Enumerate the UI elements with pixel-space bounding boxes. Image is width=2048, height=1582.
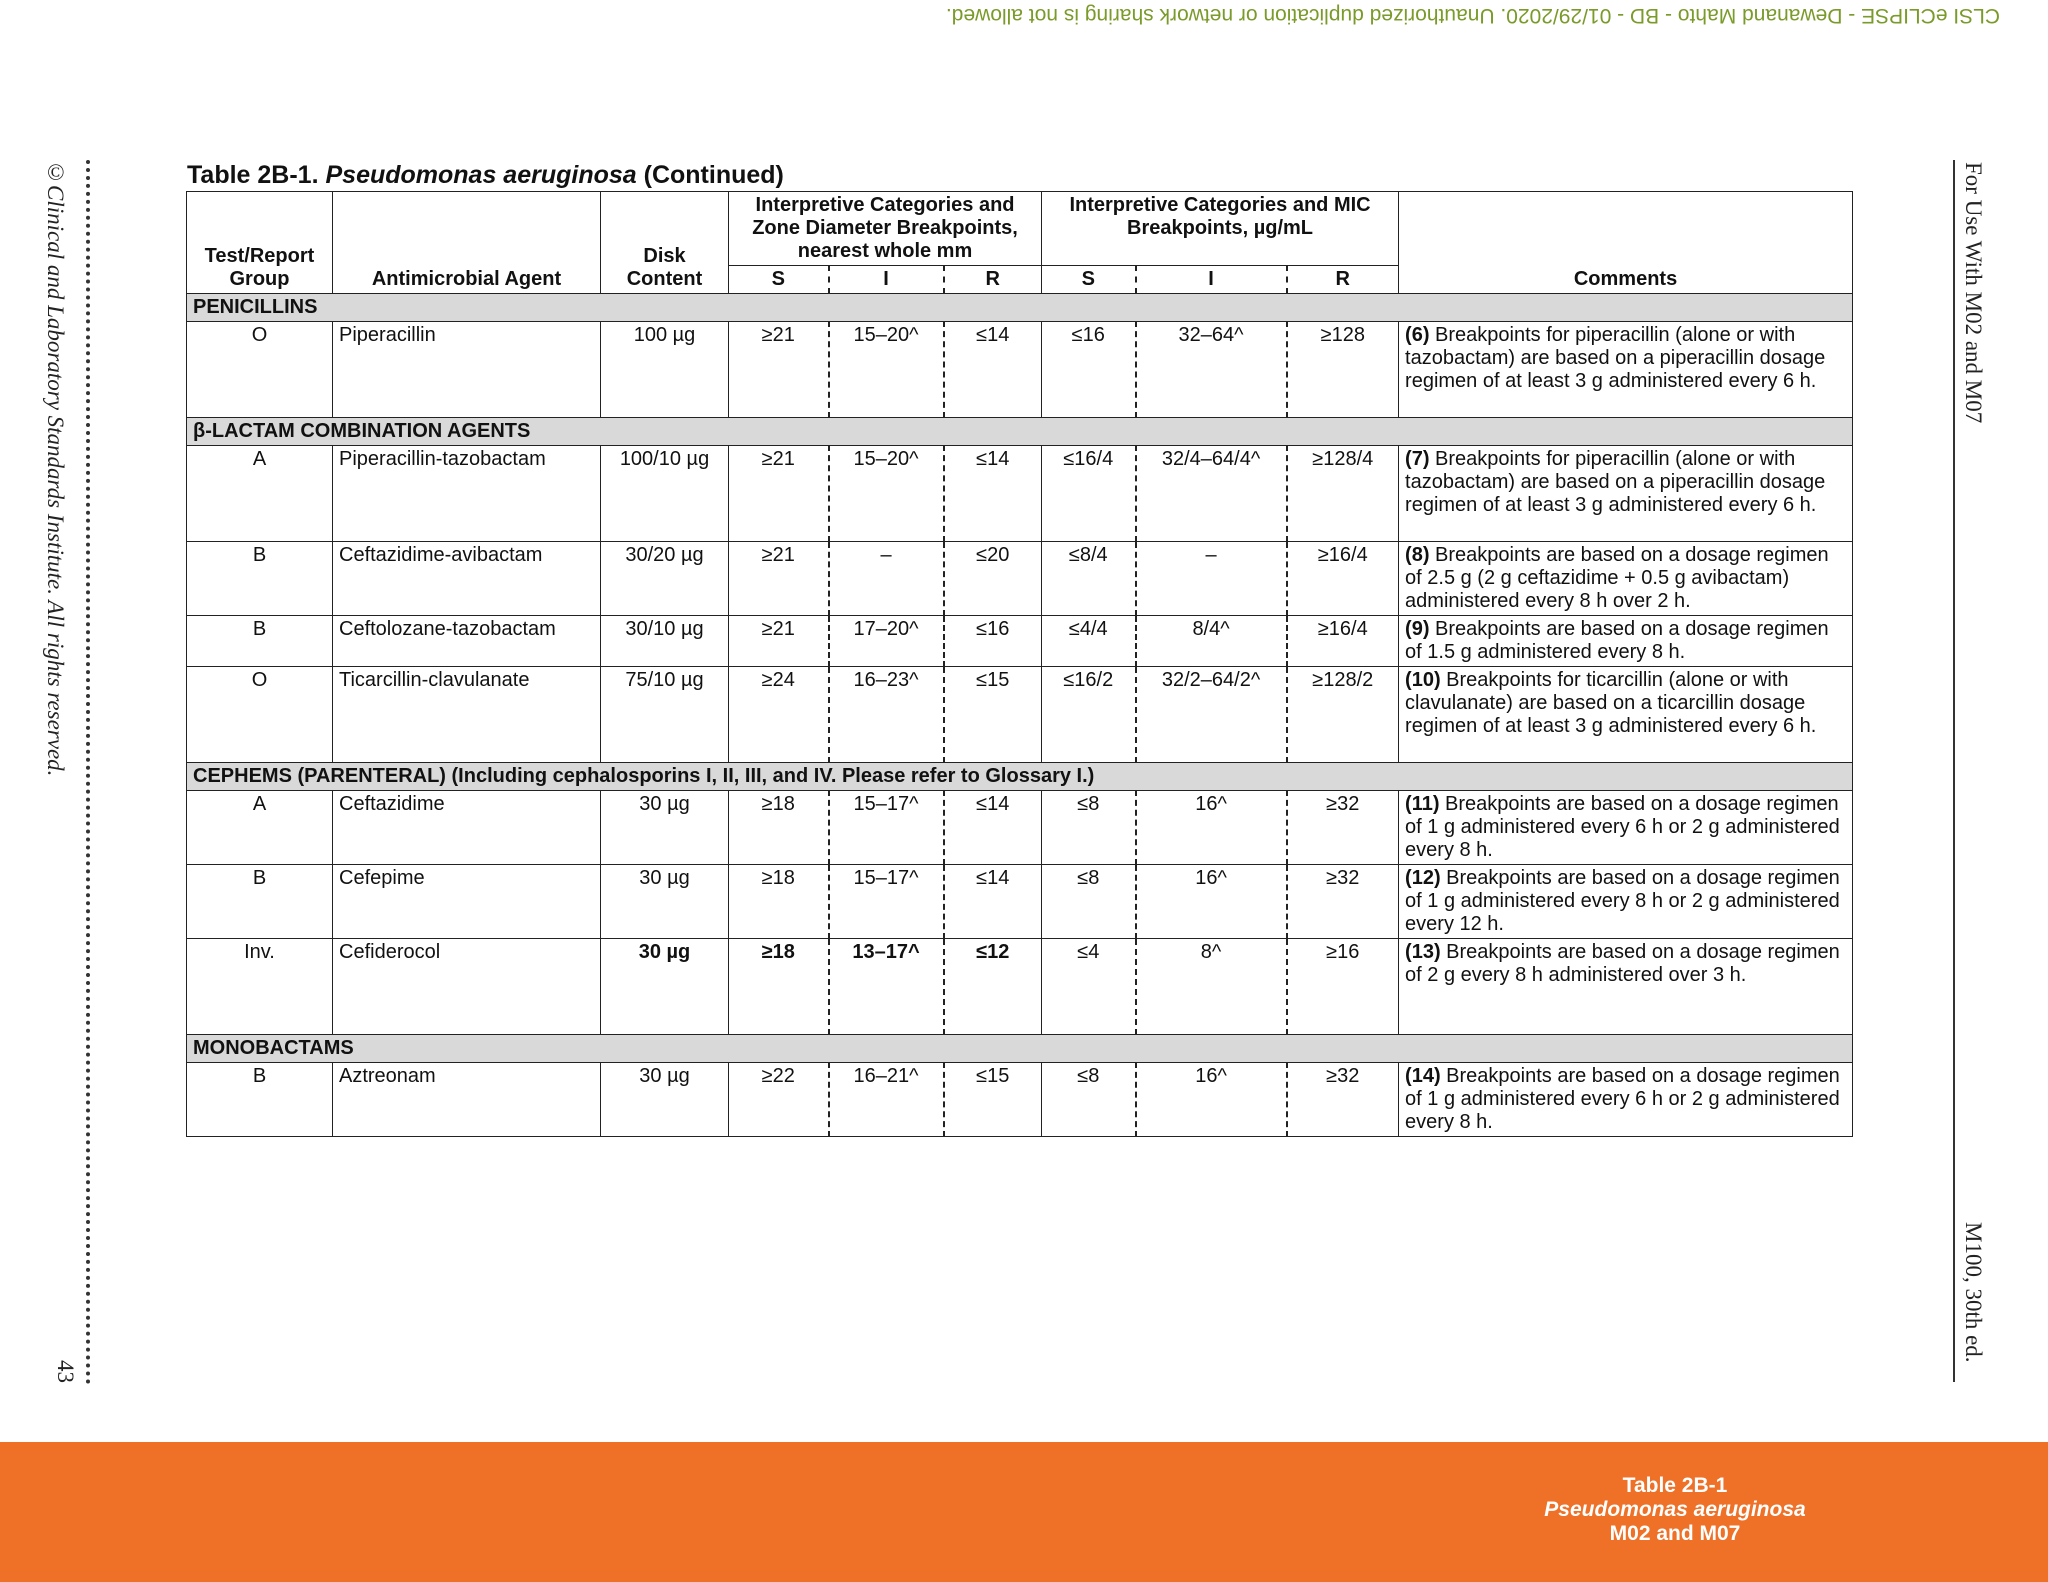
zone-i-cell: 15–17^	[829, 791, 944, 865]
header-zone-group: Interpretive Categories and Zone Diameter Breakpoints, nearest whole mm	[729, 192, 1042, 266]
zone-r-cell: ≤14	[944, 865, 1042, 939]
section-row	[187, 1035, 1853, 1063]
agent-cell: Ceftolozane-tazobactam	[333, 616, 601, 667]
header-agent: Antimicrobial Agent	[333, 192, 601, 294]
header-mic-s: S	[1042, 266, 1136, 294]
zone-r-cell: ≤16	[944, 616, 1042, 667]
mic-s-cell: ≤4/4	[1042, 616, 1136, 667]
comment-cell	[1399, 667, 1853, 763]
disk-cell: 75/10 µg	[601, 667, 729, 763]
mic-s-cell: ≤16	[1042, 322, 1136, 418]
comment-text: Breakpoints are based on a dosage regimen of 1 g administered every 6 h or 2 g administered every 8 h.	[1405, 793, 1840, 861]
header-comments: Comments	[1399, 192, 1853, 294]
mic-s-cell: ≤8/4	[1042, 542, 1136, 616]
disk-cell: 100 µg	[601, 322, 729, 418]
page-number: 43	[53, 1360, 78, 1383]
agent-cell: Piperacillin-tazobactam	[333, 446, 601, 542]
header-zone-s: S	[729, 266, 829, 294]
disk-cell: 30/20 µg	[601, 542, 729, 616]
table-title-organism: Pseudomonas aeruginosa	[325, 161, 637, 189]
agent-cell: Cefepime	[333, 865, 601, 939]
mic-r-cell: ≥128	[1287, 322, 1399, 418]
table-row	[187, 667, 1853, 763]
group-cell: B	[187, 1063, 333, 1137]
comment-text: Breakpoints are based on a dosage regimen of 2 g every 8 h administered over 3 h.	[1405, 941, 1840, 986]
mic-i-cell: 32–64^	[1136, 322, 1287, 418]
mic-s-cell: ≤4	[1042, 939, 1136, 1035]
right-margin-rule	[1953, 160, 1955, 1382]
table-row	[187, 939, 1853, 1035]
mic-s-cell: ≤8	[1042, 1063, 1136, 1137]
disk-cell: 30/10 µg	[601, 616, 729, 667]
mic-i-cell: –	[1136, 542, 1287, 616]
section-row	[187, 763, 1853, 791]
mic-i-cell: 16^	[1136, 865, 1287, 939]
comment-number: (9)	[1405, 618, 1430, 640]
standard-reference: For Use With M02 and M07	[1961, 162, 1986, 424]
comment-text: Breakpoints are based on a dosage regimen of 2.5 g (2 g ceftazidime + 0.5 g avibactam) administered every 8 h over 2 h.	[1405, 544, 1829, 612]
header-zone-i: I	[829, 266, 944, 294]
zone-r-cell: ≤20	[944, 542, 1042, 616]
agent-cell: Piperacillin	[333, 322, 601, 418]
table-row	[187, 865, 1853, 939]
comment-number: (12)	[1405, 867, 1441, 889]
agent-cell: Ceftazidime-avibactam	[333, 542, 601, 616]
agent-cell: Ticarcillin-clavulanate	[333, 667, 601, 763]
mic-r-cell: ≥128/2	[1287, 667, 1399, 763]
mic-i-cell: 16^	[1136, 791, 1287, 865]
agent-cell: Aztreonam	[333, 1063, 601, 1137]
comment-cell	[1399, 616, 1853, 667]
group-cell: B	[187, 542, 333, 616]
table-row	[187, 322, 1853, 418]
footer-standards: M02 and M07	[1609, 1522, 1741, 1545]
zone-i-cell: 16–21^	[829, 1063, 944, 1137]
comment-number: (11)	[1405, 793, 1440, 815]
watermark-text: CLSI eCLIPSE - Dewanand Mahto - BD - 01/29/2020. Unauthorized duplication or network sharing is not allowed.	[945, 4, 2000, 27]
zone-r-cell: ≤15	[944, 1063, 1042, 1137]
table-row	[187, 446, 1853, 542]
comment-cell	[1399, 542, 1853, 616]
dotted-margin-rule	[86, 160, 90, 1385]
zone-i-cell: 13–17^	[829, 939, 944, 1035]
table-row	[187, 616, 1853, 667]
header-mic-i: I	[1136, 266, 1287, 294]
comment-number: (10)	[1405, 669, 1441, 691]
agent-cell: Cefiderocol	[333, 939, 601, 1035]
agent-cell: Ceftazidime	[333, 791, 601, 865]
mic-r-cell: ≥128/4	[1287, 446, 1399, 542]
section-monobactams: MONOBACTAMS	[187, 1035, 1853, 1063]
comment-text: Breakpoints are based on a dosage regimen of 1 g administered every 8 h or 2 g administered every 12 h.	[1405, 867, 1840, 935]
zone-r-cell: ≤12	[944, 939, 1042, 1035]
mic-s-cell: ≤8	[1042, 791, 1136, 865]
zone-r-cell: ≤15	[944, 667, 1042, 763]
mic-r-cell: ≥16	[1287, 939, 1399, 1035]
edition-label: M100, 30th ed.	[1961, 1222, 1986, 1363]
section-beta-lactam: β-LACTAM COMBINATION AGENTS	[187, 418, 1853, 446]
footer-organism: Pseudomonas aeruginosa	[1544, 1498, 1806, 1521]
zone-s-cell: ≥21	[729, 322, 829, 418]
comment-number: (14)	[1405, 1065, 1441, 1087]
table-title-prefix: Table 2B-1.	[187, 161, 319, 189]
zone-s-cell: ≥18	[729, 791, 829, 865]
footer-table-id: Table 2B-1	[1622, 1474, 1728, 1497]
zone-r-cell: ≤14	[944, 322, 1042, 418]
disk-cell: 30 µg	[601, 865, 729, 939]
header-mic-r: R	[1287, 266, 1399, 294]
comment-number: (13)	[1405, 941, 1441, 963]
mic-s-cell: ≤16/4	[1042, 446, 1136, 542]
zone-i-cell: 16–23^	[829, 667, 944, 763]
table-row	[187, 791, 1853, 865]
disk-cell: 30 µg	[601, 791, 729, 865]
section-cephems: CEPHEMS (PARENTERAL) (Including cephalosporins I, II, III, and IV. Please refer to Glossary I.)	[187, 763, 1853, 791]
section-penicillins: PENICILLINS	[187, 294, 1853, 322]
breakpoint-table	[186, 191, 1853, 1137]
comment-number: (6)	[1405, 324, 1430, 346]
zone-i-cell: 15–20^	[829, 322, 944, 418]
group-cell: A	[187, 446, 333, 542]
mic-i-cell: 32/4–64/4^	[1136, 446, 1287, 542]
zone-r-cell: ≤14	[944, 791, 1042, 865]
comment-number: (8)	[1405, 544, 1430, 566]
comment-text: Breakpoints are based on a dosage regimen of 1.5 g administered every 8 h.	[1405, 618, 1829, 663]
mic-s-cell: ≤8	[1042, 865, 1136, 939]
comment-cell	[1399, 939, 1853, 1035]
header-mic-group: Interpretive Categories and MIC Breakpoints, µg/mL	[1042, 192, 1399, 266]
mic-i-cell: 16^	[1136, 1063, 1287, 1137]
mic-i-cell: 8/4^	[1136, 616, 1287, 667]
header-zone-r: R	[944, 266, 1042, 294]
table-title-suffix: (Continued)	[643, 161, 784, 189]
mic-r-cell: ≥32	[1287, 865, 1399, 939]
comment-text: Breakpoints for ticarcillin (alone or with clavulanate) are based on a ticarcillin dosage regimen of at least 3 g administered every 6 h.	[1405, 669, 1817, 737]
disk-cell: 30 µg	[601, 1063, 729, 1137]
comment-cell	[1399, 865, 1853, 939]
zone-s-cell: ≥22	[729, 1063, 829, 1137]
zone-s-cell: ≥21	[729, 542, 829, 616]
mic-r-cell: ≥32	[1287, 791, 1399, 865]
comment-cell	[1399, 446, 1853, 542]
group-cell: B	[187, 616, 333, 667]
group-cell: Inv.	[187, 939, 333, 1035]
comment-text: Breakpoints for piperacillin (alone or with tazobactam) are based on a piperacillin dosage regimen of at least 3 g administered every 6 h.	[1405, 448, 1826, 516]
comment-cell	[1399, 791, 1853, 865]
comment-number: (7)	[1405, 448, 1430, 470]
comment-text: Breakpoints are based on a dosage regimen of 1 g administered every 6 h or 2 g administered every 8 h.	[1405, 1065, 1840, 1133]
header-disk: Disk Content	[601, 192, 729, 294]
disk-cell: 30 µg	[601, 939, 729, 1035]
table-row	[187, 1063, 1853, 1137]
comment-cell	[1399, 1063, 1853, 1137]
zone-r-cell: ≤14	[944, 446, 1042, 542]
mic-r-cell: ≥16/4	[1287, 542, 1399, 616]
table-title	[187, 161, 784, 190]
copyright-notice: ©Clinical and Laboratory Standards Institute. All rights reserved.	[43, 160, 68, 777]
table-row	[187, 542, 1853, 616]
zone-i-cell: 15–20^	[829, 446, 944, 542]
zone-i-cell: 17–20^	[829, 616, 944, 667]
mic-i-cell: 8^	[1136, 939, 1287, 1035]
mic-i-cell: 32/2–64/2^	[1136, 667, 1287, 763]
zone-s-cell: ≥18	[729, 939, 829, 1035]
zone-i-cell: 15–17^	[829, 865, 944, 939]
group-cell: O	[187, 322, 333, 418]
section-row	[187, 418, 1853, 446]
mic-r-cell: ≥16/4	[1287, 616, 1399, 667]
group-cell: B	[187, 865, 333, 939]
zone-s-cell: ≥21	[729, 446, 829, 542]
footer-tab-label	[1500, 1474, 1850, 1546]
zone-s-cell: ≥18	[729, 865, 829, 939]
mic-r-cell: ≥32	[1287, 1063, 1399, 1137]
zone-s-cell: ≥24	[729, 667, 829, 763]
group-cell: O	[187, 667, 333, 763]
comment-cell	[1399, 322, 1853, 418]
group-cell: A	[187, 791, 333, 865]
zone-i-cell: –	[829, 542, 944, 616]
zone-s-cell: ≥21	[729, 616, 829, 667]
section-row	[187, 294, 1853, 322]
comment-text: Breakpoints for piperacillin (alone or with tazobactam) are based on a piperacillin dosage regimen of at least 3 g administered every 6 h.	[1405, 324, 1826, 392]
mic-s-cell: ≤16/2	[1042, 667, 1136, 763]
header-group: Test/Report Group	[187, 192, 333, 294]
disk-cell: 100/10 µg	[601, 446, 729, 542]
